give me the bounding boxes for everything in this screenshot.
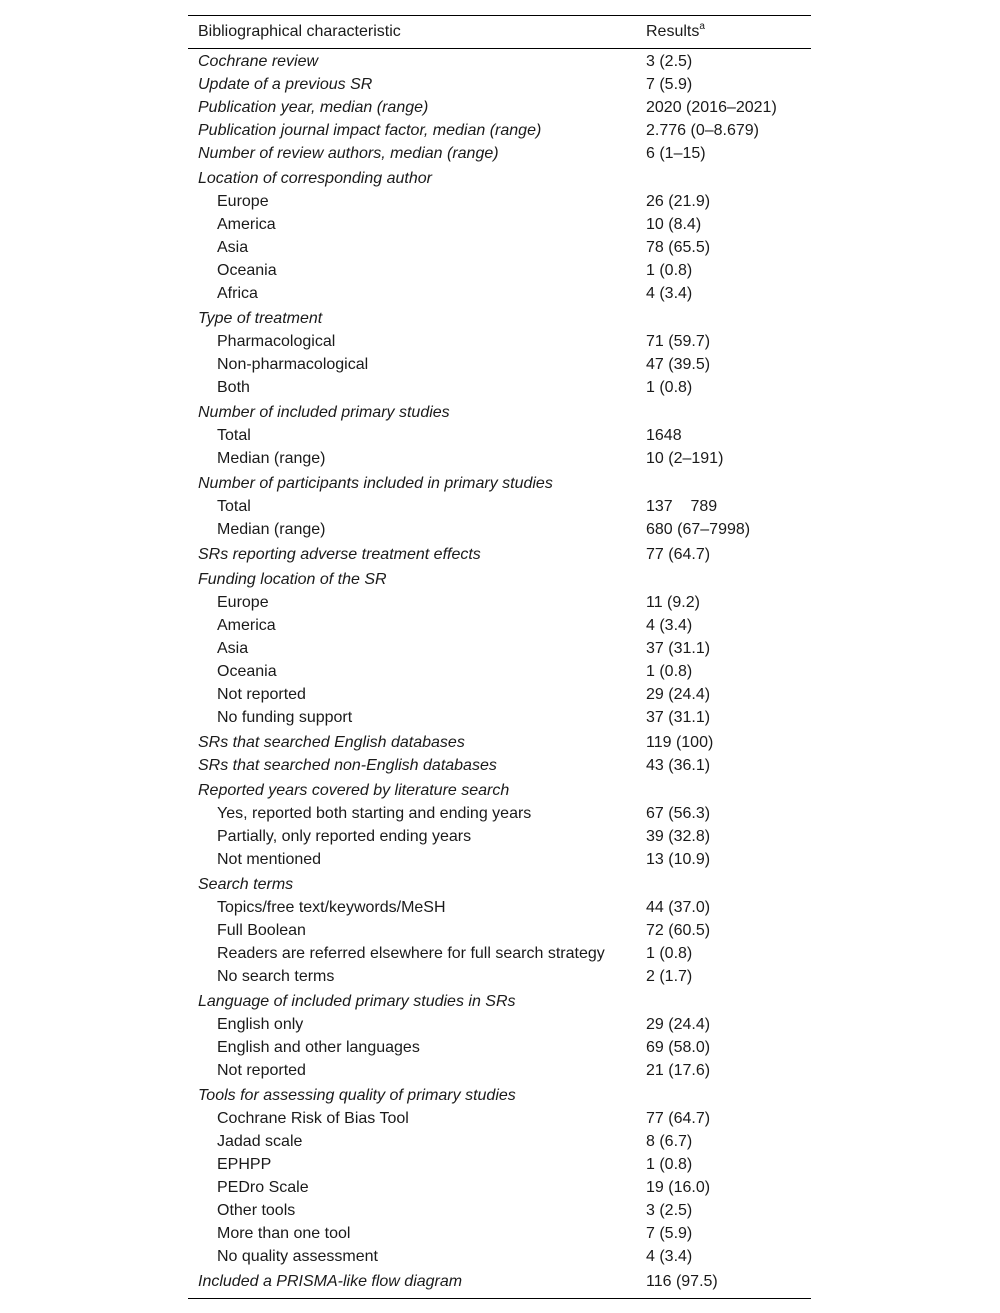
row-label: Update of a previous SR [198,75,373,93]
row-value: 4 (3.4) [646,284,693,302]
subitem-row [188,213,811,236]
row-value: 7 (5.9) [646,1224,693,1242]
row-value: 1 (0.8) [646,662,693,680]
row-label: Funding location of the SR [198,570,387,588]
row-value: 7 (5.9) [646,75,693,93]
row-value: 3 (2.5) [646,52,693,70]
row-label: Median (range) [217,449,326,467]
row-value: 3 (2.5) [646,1201,693,1219]
row-label: Publication year, median (range) [198,98,429,116]
row-label: SRs reporting adverse treatment effects [198,545,481,563]
subitem-row [188,1176,811,1199]
category-row [188,1084,811,1107]
category-row [188,167,811,190]
category-row [188,873,811,896]
category-row [188,568,811,591]
row-label: America [217,616,276,634]
row-label: Full Boolean [217,921,306,939]
subitem-row [188,518,811,541]
row-label: Included a PRISMA-like flow diagram [198,1272,463,1290]
row-value: 44 (37.0) [646,898,711,916]
characteristics-table [188,15,811,1299]
subitem-row [188,683,811,706]
row-label: Number of review authors, median (range) [198,144,499,162]
subitem-row [188,896,811,919]
row-label: Location of corresponding author [198,169,432,187]
row-label: Number of included primary studies [198,403,450,421]
row-label: Not reported [217,685,306,703]
row-value: 29 (24.4) [646,1015,711,1033]
row-label: Non-pharmacological [217,355,369,373]
row-label: Asia [217,639,249,657]
row-label: Europe [217,593,269,611]
row-value: 77 (64.7) [646,545,711,563]
header-results-label: Results [646,23,700,40]
row-label: Asia [217,238,249,256]
category-row [188,401,811,424]
row-value: 1 (0.8) [646,1155,693,1173]
row-value: 116 (97.5) [646,1272,718,1290]
category-row [188,96,811,119]
row-value: 19 (16.0) [646,1178,711,1196]
subitem-row [188,330,811,353]
row-value: 29 (24.4) [646,685,711,703]
header-results [646,23,705,41]
category-row [188,73,811,96]
table-body [188,49,811,1299]
row-value: 37 (31.1) [646,708,711,726]
row-value: 10 (8.4) [646,215,702,233]
subitem-row [188,825,811,848]
row-label: Partially, only reported ending years [217,827,472,845]
subitem-row [188,1245,811,1268]
row-value: 77 (64.7) [646,1109,711,1127]
row-label: Total [217,497,251,515]
row-label: Pharmacological [217,332,336,350]
row-label: EPHPP [217,1155,272,1173]
row-label: Both [217,378,250,396]
row-label: Other tools [217,1201,296,1219]
header-characteristic: Bibliographical characteristic [198,23,401,40]
row-label: PEDro Scale [217,1178,309,1196]
category-row [188,754,811,777]
table-header [188,16,811,49]
category-row [188,50,811,73]
subitem-row [188,848,811,871]
row-label: No quality assessment [217,1247,378,1265]
header-results-footnote-mark: a [699,21,705,32]
subitem-row [188,591,811,614]
subitem-row [188,660,811,683]
subitem-row [188,282,811,305]
row-label: Median (range) [217,520,326,538]
subitem-row [188,424,811,447]
row-value: 39 (32.8) [646,827,711,845]
row-label: SRs that searched English databases [198,733,465,751]
row-label: Search terms [198,875,294,893]
row-label: Language of included primary studies in SRs [198,992,516,1010]
row-value: 72 (60.5) [646,921,711,939]
row-value: 10 (2–191) [646,449,724,467]
row-label: Europe [217,192,269,210]
subitem-row [188,190,811,213]
subitem-row [188,353,811,376]
row-value: 67 (56.3) [646,804,711,822]
row-label: Oceania [217,662,277,680]
table-bottom-spacer [188,1293,811,1298]
row-value: 37 (31.1) [646,639,711,657]
row-label: Total [217,426,251,444]
row-label: Type of treatment [198,309,323,327]
category-row [188,731,811,754]
row-value: 680 (67–7998) [646,520,751,538]
row-value: 1648 [646,426,682,444]
row-value: 71 (59.7) [646,332,711,350]
row-value: 6 (1–15) [646,144,706,162]
row-value: 2 (1.7) [646,967,693,985]
row-label: Readers are referred elsewhere for full search strategy [217,944,605,962]
row-value: 43 (36.1) [646,756,711,774]
subitem-row [188,1107,811,1130]
row-value: 26 (21.9) [646,192,711,210]
subitem-row [188,1222,811,1245]
subitem-row [188,1153,811,1176]
row-value: 13 (10.9) [646,850,711,868]
row-label: Jadad scale [217,1132,303,1150]
subitem-row [188,1036,811,1059]
subitem-row [188,802,811,825]
row-label: Cochrane review [198,52,319,70]
row-label: English only [217,1015,304,1033]
category-row [188,990,811,1013]
row-label: Topics/free text/keywords/MeSH [217,898,446,916]
row-label: Africa [217,284,258,302]
subitem-row [188,1059,811,1082]
row-value: 8 (6.7) [646,1132,693,1150]
row-label: Yes, reported both starting and ending years [217,804,532,822]
row-value: 78 (65.5) [646,238,711,256]
subitem-row [188,495,811,518]
row-value: 2020 (2016–2021) [646,98,777,116]
row-value: 1 (0.8) [646,261,693,279]
row-value: 47 (39.5) [646,355,711,373]
subitem-row [188,447,811,470]
row-label: English and other languages [217,1038,420,1056]
row-value: 1 (0.8) [646,944,693,962]
category-row [188,472,811,495]
category-row [188,119,811,142]
row-label: More than one tool [217,1224,351,1242]
category-row [188,543,811,566]
row-value: 4 (3.4) [646,616,693,634]
row-value: 4 (3.4) [646,1247,693,1265]
subitem-row [188,614,811,637]
row-label: Not mentioned [217,850,322,868]
subitem-row [188,637,811,660]
row-value: 137 789 [646,497,718,515]
row-label: No funding support [217,708,353,726]
subitem-row [188,1013,811,1036]
row-label: SRs that searched non-English databases [198,756,497,774]
subitem-row [188,965,811,988]
subitem-row [188,919,811,942]
subitem-row [188,259,811,282]
row-label: Tools for assessing quality of primary studies [198,1086,516,1104]
row-label: America [217,215,276,233]
row-value: 11 (9.2) [646,593,700,611]
row-value: 2.776 (0–8.679) [646,121,759,139]
subitem-row [188,1130,811,1153]
category-row [188,1270,811,1293]
category-row [188,307,811,330]
row-label: Oceania [217,261,277,279]
row-label: Publication journal impact factor, median (range) [198,121,542,139]
subitem-row [188,236,811,259]
subitem-row [188,1199,811,1222]
subitem-row [188,376,811,399]
category-row [188,779,811,802]
row-value: 21 (17.6) [646,1061,711,1079]
row-value: 119 (100) [646,733,714,751]
row-label: Number of participants included in primary studies [198,474,553,492]
row-label: Reported years covered by literature search [198,781,510,799]
row-value: 69 (58.0) [646,1038,711,1056]
subitem-row [188,706,811,729]
row-label: Cochrane Risk of Bias Tool [217,1109,409,1127]
row-label: No search terms [217,967,335,985]
row-value: 1 (0.8) [646,378,693,396]
row-label: Not reported [217,1061,306,1079]
category-row [188,142,811,165]
subitem-row [188,942,811,965]
